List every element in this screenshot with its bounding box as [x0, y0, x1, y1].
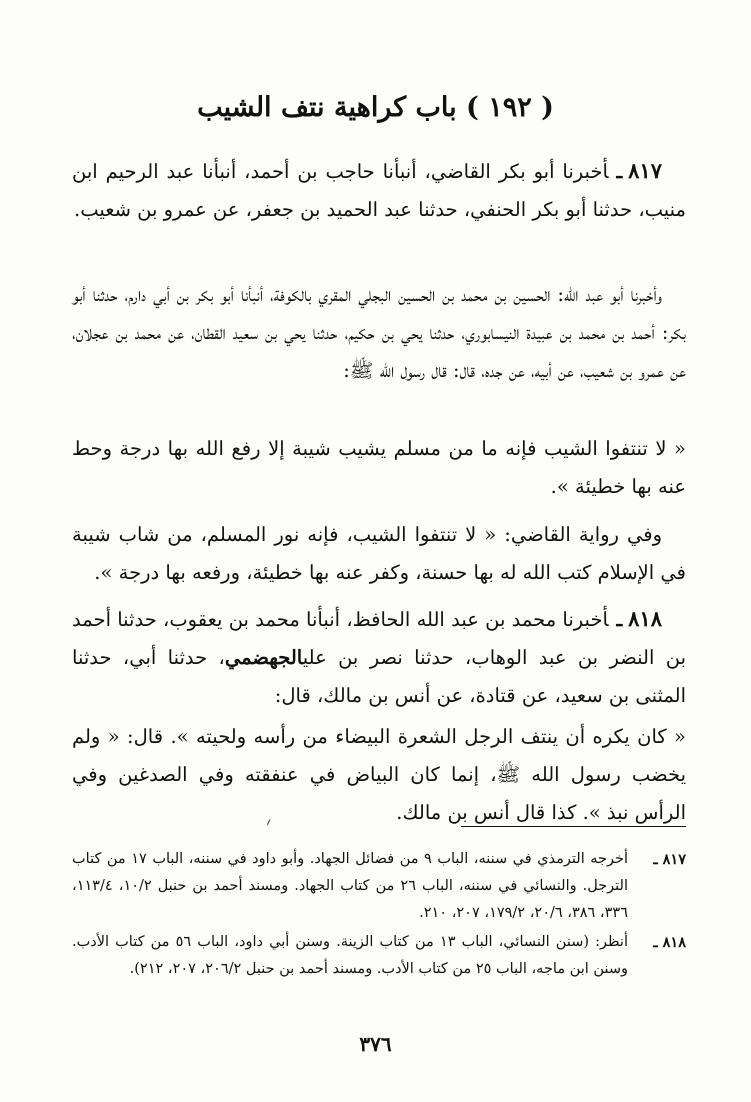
hadith-818-text-b: ، حدثنا أبي، حدثنا المثنى بن سعيد، عن قتادة، عن أنس بن مالك، قال: [72, 646, 686, 707]
hadith-817-matn: « لا تنتفوا الشيب فإنه ما من مسلم يشيب شيبة إلا رفع الله بها درجة وحط عنه بها خطيئة ». [72, 437, 686, 498]
hadith-818-text-bold: الجهضمي [224, 646, 303, 669]
hadith-separator: ـ [616, 608, 623, 631]
main-text-4 [72, 516, 686, 592]
hadith-817-isnad-1 [72, 152, 686, 229]
qadi-narration: وفي رواية القاضي: « لا تنتفوا الشيب، فإنه نور المسلم، من شاب شيبة في الإسلام كتب الله له بها حسنة، وكفر عنه بها خطيئة، ورفعه بها درجة ». [72, 523, 686, 584]
hadith-818-text-a: أخبرنا محمد بن عبد الله الحافظ، أنبأنا محمد بن يعقوب، حدثنا أحمد بن النضر بن عبد الوهاب، حدثنا نصر بن علي [72, 608, 686, 669]
main-text-6 [72, 718, 686, 832]
main-text-2 [72, 276, 686, 390]
footnotes [72, 846, 686, 985]
hadith-817-text: أخبرنا أبو بكر القاضي، أنبأنا حاجب بن أحمد، أنبأنا عبد الرحيم ابن منيب، حدثنا أبو بكر الحنفي، حدثنا عبد الحميد بن جعفر، عن عمرو بن شعيب. [72, 160, 686, 221]
hadith-number-817: ٨١٧ [628, 158, 662, 183]
footnote-divider [461, 826, 686, 827]
footnote-number: ٨١٧ ـ [653, 851, 686, 868]
hadith-818-isnad [72, 600, 686, 715]
hadith-818-matn: « كان يكره أن ينتف الرجل الشعرة البيضاء من رأسه ولحيته ». قال: « ولم يخضب رسول الله ﷺ، إنما كان البياض في عنفقته وفي الصدغين وفي الرأس نبذ ». كذا قال أنس بن مالك. [72, 725, 686, 824]
footnote-817 [72, 846, 686, 927]
footnote-number: ٨١٨ ـ [653, 934, 686, 951]
chapter-title: ( ١٩٢ ) باب كراهية نتف الشيب [197, 92, 554, 123]
main-text-5 [72, 600, 686, 715]
hadith-number-818: ٨١٨ [628, 606, 662, 631]
page-number: ٣٧٦ [359, 1032, 392, 1056]
main-text-3 [72, 430, 686, 506]
footnote-text: أنظر: (سنن النسائي، الباب ١٣ من كتاب الزينة. وسنن أبي داود، الباب ٥٦ من كتاب الأدب. وسنن ابن ماجه، الباب ٢٥ من كتاب الأدب. ومسند أحمد بن حنبل ٢٠٦/٢، ٢٠٧، ٢١٢). [72, 934, 628, 977]
main-text [72, 152, 686, 229]
hadith-separator: ـ [616, 160, 623, 183]
footnote-818 [72, 929, 686, 983]
hadith-817-isnad-2: وأخبرنا أبو عبد الله: الحسين بن محمد بن الحسين البجلي المقري بالكوفة، أنبأنا أبو بكر بن أبي دارم، حدثنا أبو بكر: أحمد بن محمد بن عبيدة النيسابوري، حدثنا يحي بن حكيم، حدثنا يحي بن سعيد القطان، عن محمد بن عجلان، عن عمرو بن شعيب، عن أبيه، عن جده، قال: قال رسول الله ﷺ: [72, 283, 686, 382]
footnote-text: أخرجه الترمذي في سننه، الباب ٩ من فضائل الجهاد. وأبو داود في سننه، الباب ١٧ من كتاب الترجل. والنسائي في سننه، الباب ٢٦ من كتاب الجهاد. ومسند أحمد بن حنبل ١٠/٢، ١١٣/٤، ٣٣٦، ٣٨٦، ٢٠/٦، ١٧٩/٢، ٢٠٧، ٢١٠. [72, 851, 629, 921]
